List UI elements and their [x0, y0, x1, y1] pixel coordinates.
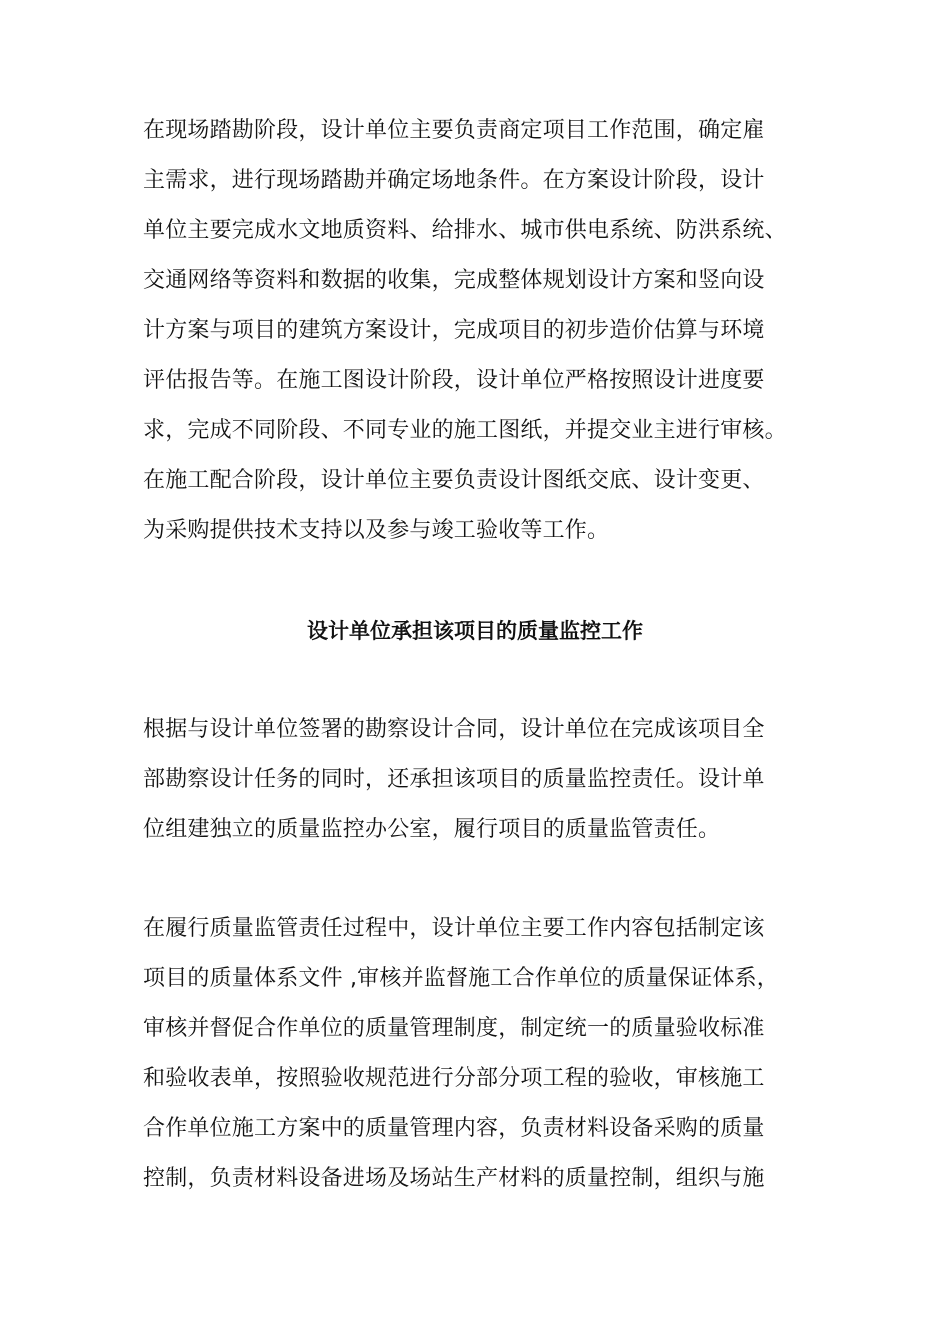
- paragraph-line: 根据与设计单位签署的勘察设计合同，设计单位在完成该项目全: [143, 717, 765, 742]
- paragraph-line: 和验收表单，按照验收规范进行分部分项工程的验收，审核施工: [143, 1066, 765, 1091]
- paragraph-line: 主需求，进行现场踏勘并确定场地条件。在方案设计阶段，设计: [143, 168, 765, 193]
- section-heading: 设计单位承担该项目的质量监控工作: [307, 619, 643, 643]
- paragraph-line: 项目的质量体系文件 ,审核并监督施工合作单位的质量保证体系，: [143, 966, 779, 991]
- paragraph-line: 交通网络等资料和数据的收集，完成整体规划设计方案和竖向设: [143, 268, 765, 293]
- paragraph-line: 求，完成不同阶段、不同专业的施工图纸，并提交业主进行审核。: [143, 418, 787, 443]
- paragraph-line: 为采购提供技术支持以及参与竣工验收等工作。: [143, 518, 610, 543]
- paragraph-line: 评估报告等。在施工图设计阶段，设计单位严格按照设计进度要: [143, 368, 765, 393]
- paragraph-line: 审核并督促合作单位的质量管理制度，制定统一的质量验收标准: [143, 1016, 765, 1041]
- paragraph-line: 单位主要完成水文地质资料、给排水、城市供电系统、防洪系统、: [143, 218, 787, 243]
- paragraph-line: 在履行质量监管责任过程中，设计单位主要工作内容包括制定该: [143, 916, 765, 941]
- paragraph-line: 位组建独立的质量监控办公室，履行项目的质量监管责任。: [143, 817, 721, 842]
- paragraph-line: 在施工配合阶段，设计单位主要负责设计图纸交底、设计变更、: [143, 468, 765, 493]
- paragraph-line: 在现场踏勘阶段，设计单位主要负责商定项目工作范围，确定雇: [143, 118, 765, 143]
- paragraph-line: 合作单位施工方案中的质量管理内容，负责材料设备采购的质量: [143, 1116, 765, 1141]
- paragraph-line: 计方案与项目的建筑方案设计，完成项目的初步造价估算与环境: [143, 318, 765, 343]
- paragraph-line: 控制，负责材料设备进场及场站生产材料的质量控制，组织与施: [143, 1166, 765, 1191]
- paragraph-line: 部勘察设计任务的同时，还承担该项目的质量监控责任。设计单: [143, 767, 765, 792]
